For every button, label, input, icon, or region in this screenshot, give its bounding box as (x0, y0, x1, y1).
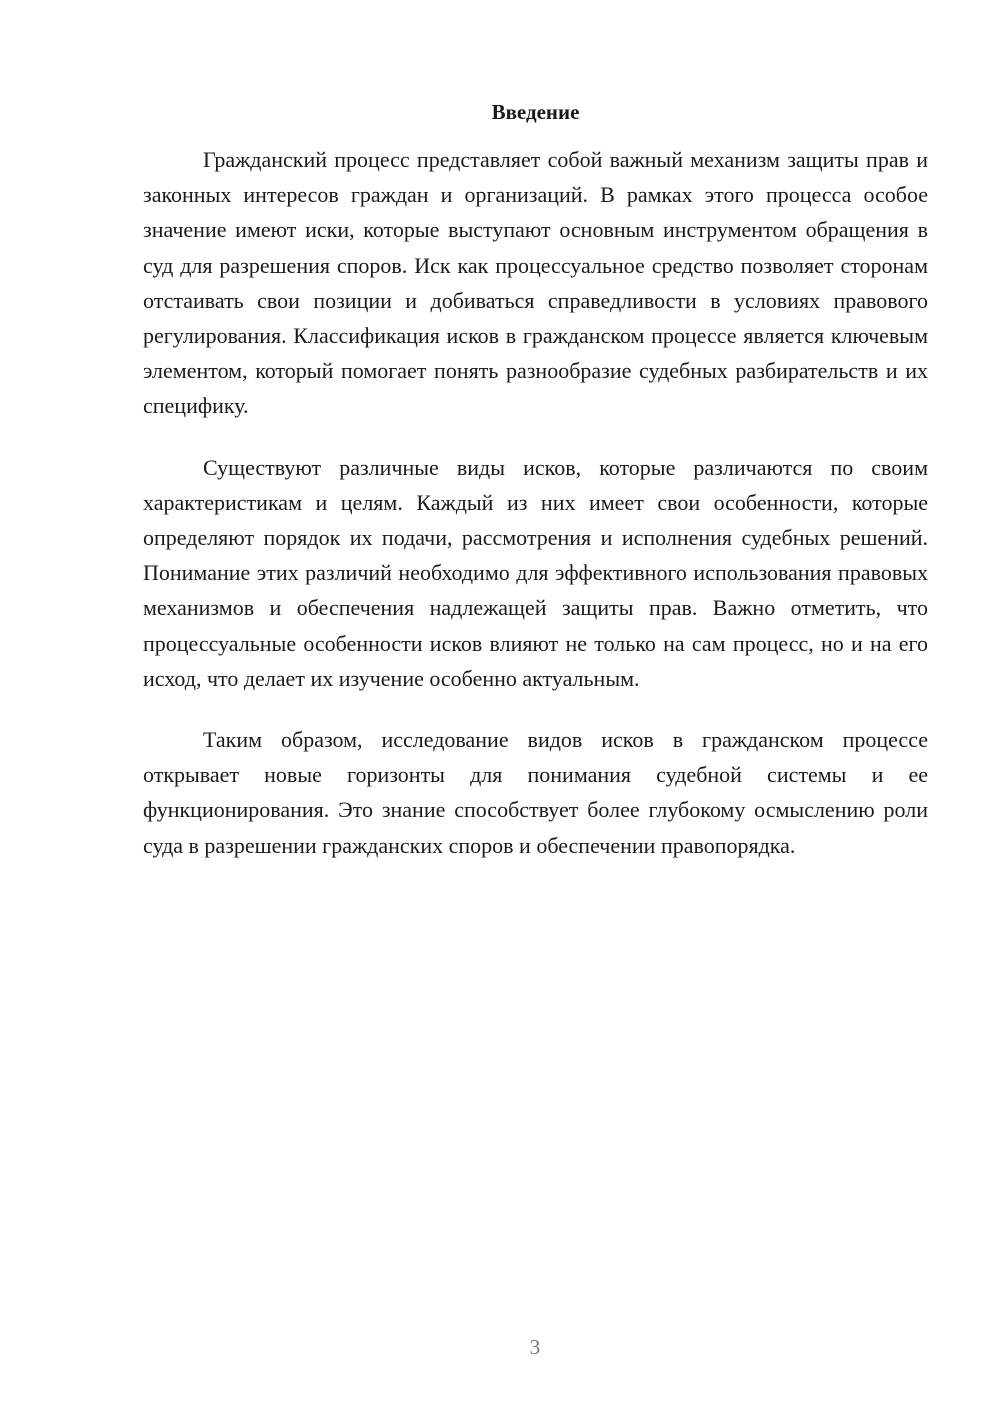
body-text (143, 142, 928, 889)
paragraph-2: Существуют различные виды исков, которые различаются по своим характеристикам и целям. Каждый из них имеет свои особенности, которые определяют порядок их подачи, рассмотрения и исполнения судебных решений. Понимание этих различий необходимо для эффективного использования правовых механизмов и обеспечения надлежащей защиты прав. Важно отметить, что процессуальные особенности исков влияют не только на сам процесс, но и на его исход, что делает их изучение особенно актуальным. (143, 454, 928, 691)
page-number: 3 (529, 1335, 541, 1359)
section-heading: Введение (491, 100, 580, 124)
paragraph-3: Таким образом, исследование видов исков в гражданском процессе открывает новые горизонты для понимания судебной системы и ее функционирования. Это знание способствует более глубокому осмыслению роли суда в разрешении гражданских споров и обеспечении правопорядка. (143, 727, 928, 858)
paragraph-1: Гражданский процесс представляет собой важный механизм защиты прав и законных интересов граждан и организаций. В рамках этого процесса особое значение имеют иски, которые выступают основным инструментом обращения в суд для разрешения споров. Иск как процессуальное средство позволяет сторонам отстаивать свои позиции и добиваться справедливости в условиях правового регулирования. Классификация исков в гражданском процессе является ключевым элементом, который помогает понять разнообразие судебных разбирательств и их специфику. (143, 147, 928, 419)
